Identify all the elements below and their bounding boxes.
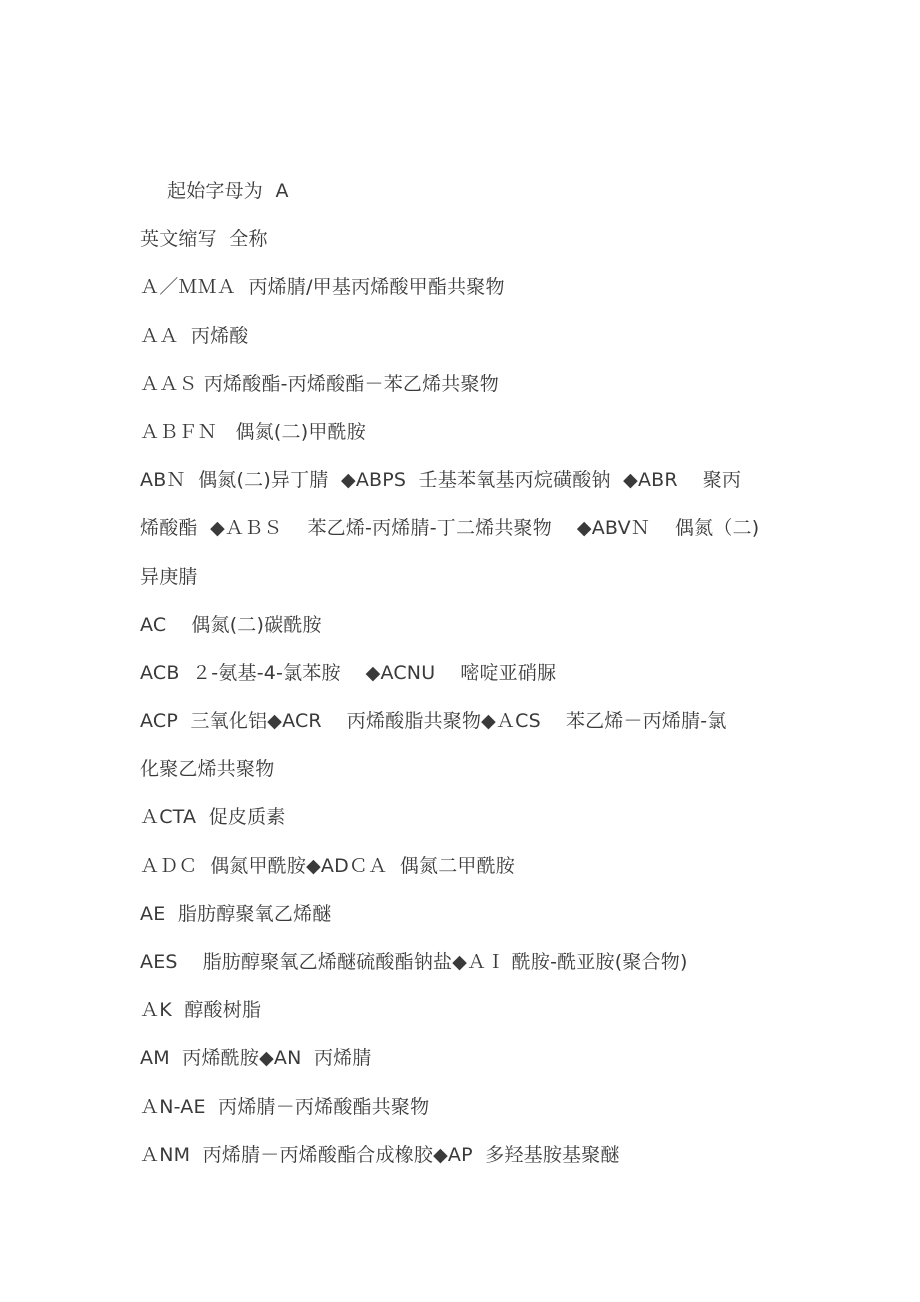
text-line: ACP 三氧化铝◆ACR 丙烯酸脂共聚物◆ＡCS 苯乙烯－丙烯腈-氯: [140, 710, 727, 733]
text-line: AC 偶氮(二)碳酰胺: [140, 613, 322, 636]
text-line: AES 脂肪醇聚氧乙烯醚硫酸酯钠盐◆ＡＩ 酰胺-酰亚胺(聚合物): [140, 951, 688, 973]
text-line: AM 丙烯酰胺◆AN 丙烯腈: [140, 1047, 372, 1070]
text-line: 化聚乙烯共聚物: [140, 758, 275, 781]
text-line: ＡＤＣ 偶氮甲酰胺◆ADＣＡ 偶氮二甲酰胺: [140, 854, 515, 877]
text-line: ABＮ 偶氮(二)异丁腈 ◆ABPS 壬基苯氧基丙烷磺酸钠 ◆ABR 聚丙: [140, 469, 742, 492]
text-line: ACB ２-氨基-4-氯苯胺 ◆ACNU 嘧啶亚硝脲: [140, 661, 557, 684]
text-line: 异庚腈: [140, 565, 198, 588]
section-heading: 起始字母为 A: [167, 180, 289, 202]
text-line: 烯酸酯 ◆ＡＢＳ 苯乙烯-丙烯腈-丁二烯共聚物 ◆ABVＮ 偶氮（二): [140, 517, 760, 540]
text-line: ＡCTA 促皮质素: [140, 806, 286, 829]
text-line: AE 脂肪醇聚氧乙烯醚: [140, 902, 332, 925]
text-line: ＡＢＦＮ 偶氮(二)甲酰胺: [140, 420, 366, 443]
text-line: ＡN-AE 丙烯腈－丙烯酸酯共聚物: [140, 1095, 430, 1118]
column-header: 英文缩写 全称: [140, 228, 268, 251]
text-line: ＡK 醇酸树脂: [140, 999, 262, 1022]
text-line: ＡNM 丙烯腈－丙烯酸酯合成橡胶◆AP 多羟基胺基聚醚: [140, 1143, 620, 1166]
text-line: Ａ／ＭＭＡ 丙烯腈/甲基丙烯酸甲酯共聚物: [140, 276, 505, 299]
text-line: ＡＡＳ 丙烯酸酯-丙烯酸酯－苯乙烯共聚物: [140, 372, 499, 395]
text-line: ＡＡ 丙烯酸: [140, 324, 249, 347]
document-body: [140, 167, 800, 1179]
